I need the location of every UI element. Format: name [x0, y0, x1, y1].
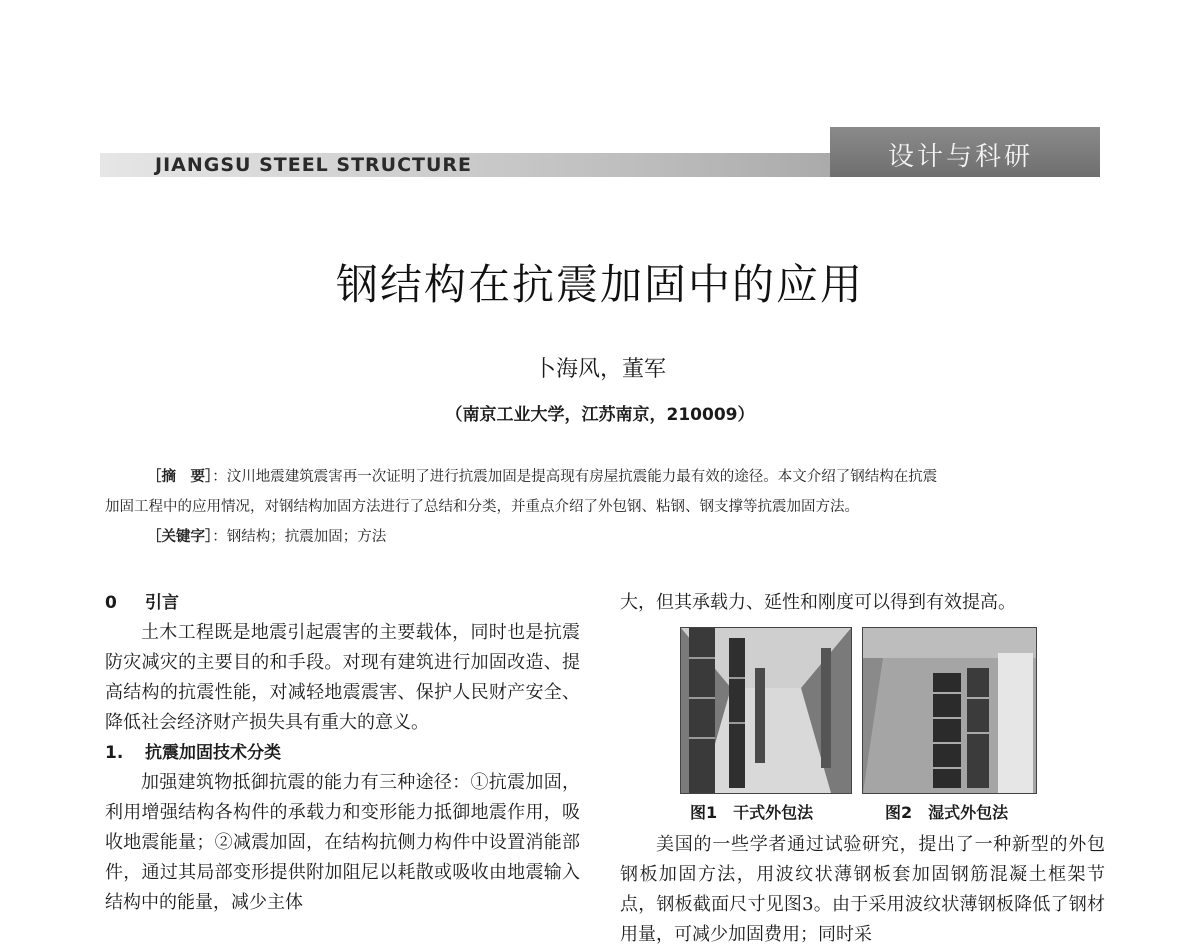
article-affiliation: （南京工业大学，江苏南京，210009） — [445, 405, 755, 425]
abstract-text-1: ：汶川地震建筑震害再一次证明了进行抗震加固是提高现有房屋抗震能力最有效的途径。本文介绍了钢结构在抗震 — [212, 469, 938, 485]
figure-1-photo — [681, 628, 851, 793]
abstract-text-2: 加固工程中的应用情况，对钢结构加固方法进行了总结和分类，并重点介绍了外包钢、粘钢、钢支撑等抗震加固方法。 — [105, 499, 859, 515]
journal-name: JIANGSU STEEL STRUCTURE — [155, 154, 473, 176]
section-title: 引言 — [145, 593, 179, 613]
section-title: 抗震加固技术分类 — [145, 743, 281, 763]
keywords-text: ：钢结构；抗震加固；方法 — [212, 529, 387, 545]
abstract-label: ［摘 要］ — [147, 469, 213, 485]
paragraph-intro: 土木工程既是地震引起震害的主要载体，同时也是抗震防灾减灾的主要目的和手段。对现有建筑进行加固改造、提高结构的抗震性能，对减轻地震震害、保护人民财产安全、降低社会经济财产损失具有重大的意义。 — [105, 622, 580, 733]
section-number: 0 — [105, 593, 117, 613]
figure-2-image — [862, 627, 1037, 794]
right-column — [620, 588, 1105, 618]
figure-1-image — [680, 627, 852, 794]
figure-2-caption: 图2 湿式外包法 — [885, 803, 1009, 822]
article-authors: 卜海风，董军 — [533, 357, 666, 382]
left-column — [105, 588, 580, 918]
paragraph-continued: 大，但其承载力、延性和刚度可以得到有效提高。 — [620, 592, 1016, 613]
right-column-lower — [620, 830, 1105, 950]
section-heading-0 — [105, 588, 580, 618]
section-number: 1. — [105, 743, 124, 763]
abstract-line-1 — [105, 462, 1100, 492]
figure-1-caption: 图1 干式外包法 — [690, 803, 814, 822]
keywords-line — [105, 522, 1100, 552]
keywords-label: ［关键字］ — [147, 529, 213, 545]
paragraph-corrugated: 美国的一些学者通过试验研究，提出了一种新型的外包钢板加固方法，用波纹状薄钢板套加固钢筋混凝土框架节点，钢板截面尺寸见图3。由于采用波纹状薄钢板降低了钢材用量，可减少加固费用；同时采 — [620, 834, 1105, 945]
section-heading-1 — [105, 738, 580, 768]
section-label: 设计与科研 — [888, 142, 1034, 172]
abstract-block — [105, 462, 1100, 552]
figure-2-photo — [863, 628, 1036, 793]
article-title: 钢结构在抗震加固中的应用 — [335, 260, 864, 309]
paragraph-classification: 加强建筑物抵御抗震的能力有三种途径：①抗震加固，利用增强结构各构件的承载力和变形能力抵御地震作用，吸收地震能量；②减震加固，在结构抗侧力构件中设置消能部件，通过其局部变形提供附加阻尼以耗散或吸收由地震输入结构中的能量，减少主体 — [105, 772, 580, 913]
